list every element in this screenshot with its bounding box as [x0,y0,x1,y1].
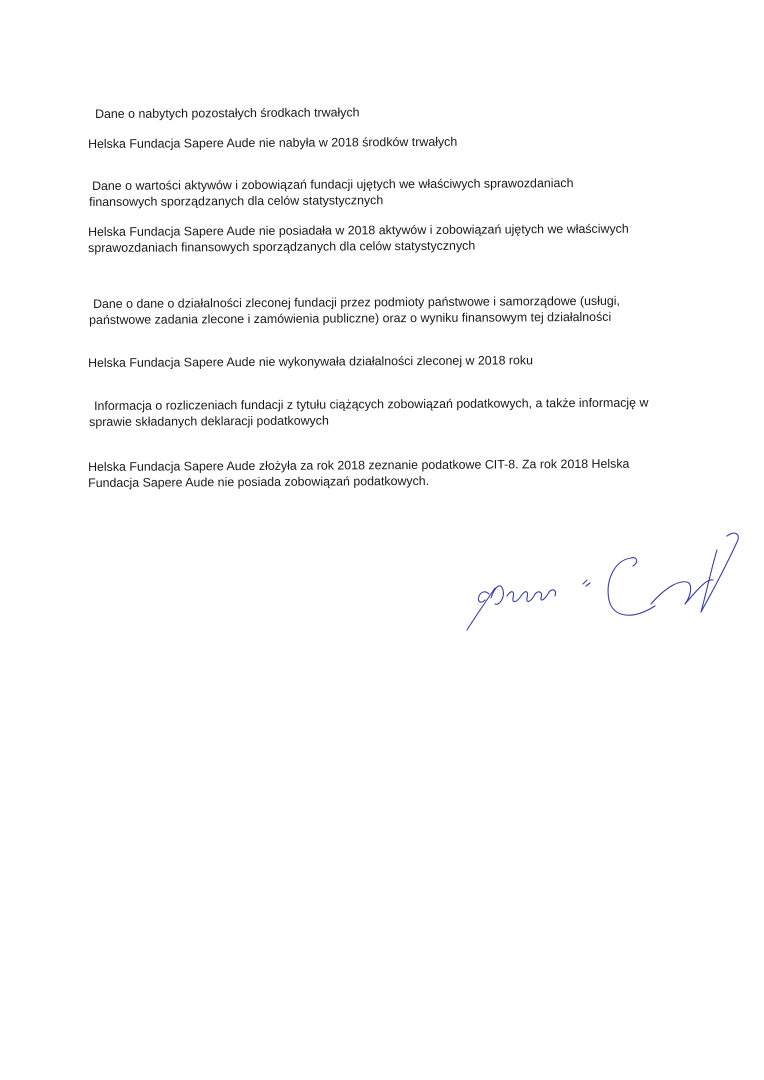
statement-commissioned-activity [88,352,533,371]
handwritten-signature [455,520,745,635]
statement-tax-settlements [88,456,630,491]
heading-tax-settlements [89,395,649,430]
text-line: Dane o wartości aktywów i zobowiązań fundacji ujętych we właściwych sprawozdaniach [92,176,574,193]
text-line: Helska Fundacja Sapere Aude złożyła za rok 2018 zeznanie podatkowe CIT-8. Za rok 2018 Helska [88,456,630,474]
text-line: Dane o nabytych pozostałych środkach trwałych [95,105,360,121]
text-line: sprawie składanych deklaracji podatkowych [89,413,329,430]
statement-assets-liabilities [88,221,629,256]
text-line: sprawozdaniach finansowych sporządzanych dla celów statystycznych [88,238,476,255]
text-line: finansowych sporządzanych dla celów statystycznych [89,193,384,210]
heading-fixed-assets [95,104,360,122]
text-line: Helska Fundacja Sapere Aude nie wykonywała działalności zleconej w 2018 roku [88,353,534,370]
heading-assets-liabilities [89,175,574,210]
text-line: Helska Fundacja Sapere Aude nie nabyła w 2018 środków trwałych [88,134,458,151]
text-line: Helska Fundacja Sapere Aude nie posiadała w 2018 aktywów i zobowiązań ujętych we właściwych [88,221,629,239]
statement-fixed-assets [88,134,457,152]
text-line: państwowe zadania zlecone i zamówienia publiczne) oraz o wyniku finansowym tej działalności [89,309,612,328]
text-line: Dane o dane o działalności zleconej fundacji przez podmioty państwowe i samorządowe (usługi, [93,293,620,311]
heading-commissioned-activity [89,293,620,328]
text-line: Informacja o rozliczeniach fundacji z tytułu ciążących zobowiązań podatkowych, a także informację w [94,395,649,413]
text-line: Fundacja Sapere Aude nie posiada zobowiązań podatkowych. [88,473,430,490]
